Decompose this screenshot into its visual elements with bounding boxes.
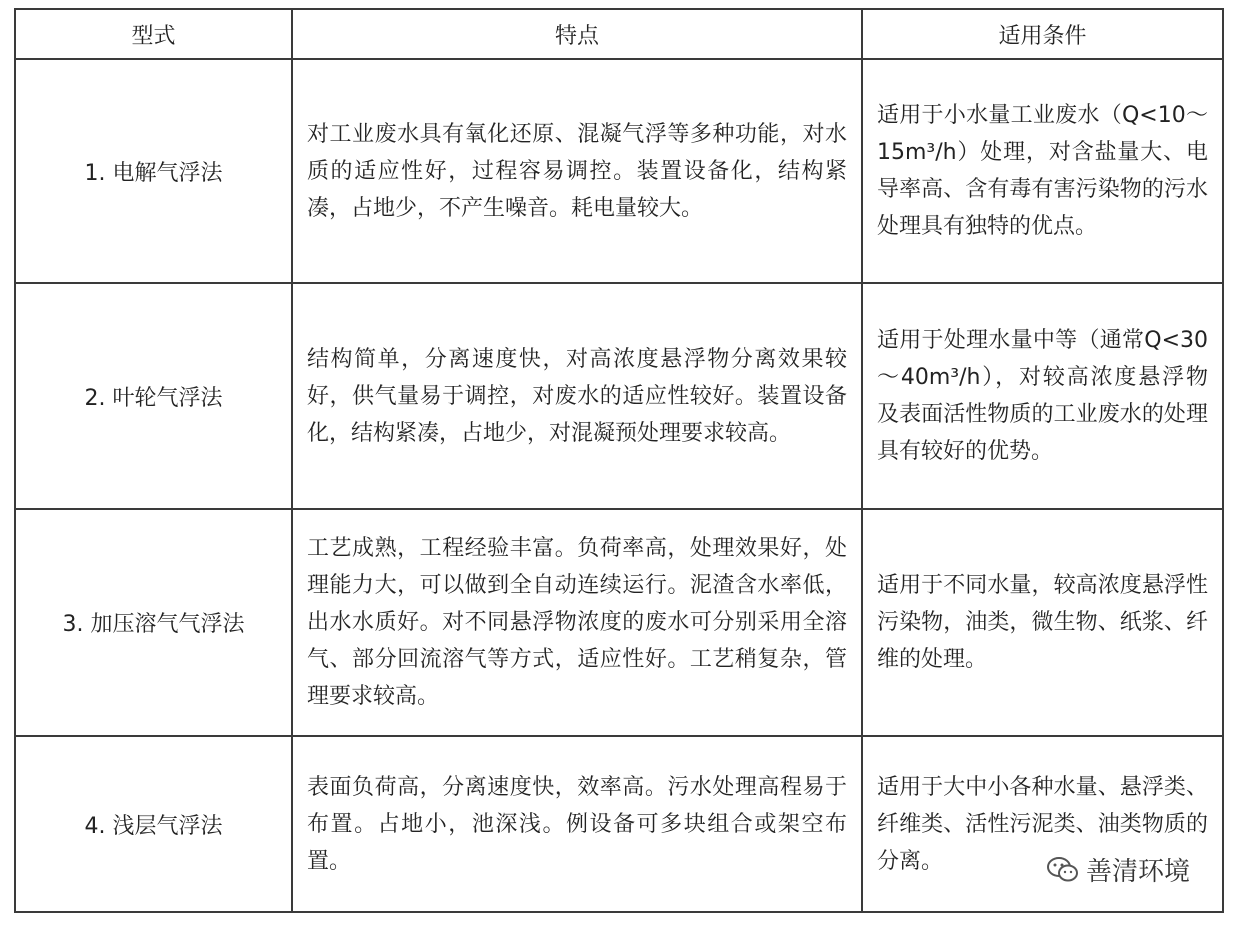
row-feature: 表面负荷高，分离速度快，效率高。污水处理高程易于布置。占地小，池深浅。例设备可多块组合或架空布置。 [292,736,862,912]
header-feature: 特点 [292,9,862,59]
table-row [15,509,1223,736]
row-condition: 适用于不同水量，较高浓度悬浮性污染物，油类，微生物、纸浆、纤维的处理。 [862,509,1223,736]
row-condition: 适用于处理水量中等（通常Q<30～40m³/h），对较高浓度悬浮物及表面活性物质的工业废水的处理具有较好的优势。 [862,283,1223,509]
row-feature: 对工业废水具有氧化还原、混凝气浮等多种功能，对水质的适应性好，过程容易调控。装置设备化，结构紧凑，占地少，不产生噪音。耗电量较大。 [292,59,862,283]
row-condition: 适用于大中小各种水量、悬浮类、纤维类、活性污泥类、油类物质的分离。 [862,736,1223,912]
row-type: 1. 电解气浮法 [15,59,292,283]
row-feature: 工艺成熟，工程经验丰富。负荷率高，处理效果好，处理能力大，可以做到全自动连续运行。泥渣含水率低，出水水质好。对不同悬浮物浓度的废水可分别采用全溶气、部分回流溶气等方式，适应性好。工艺稍复杂，管理要求较高。 [292,509,862,736]
header-condition: 适用条件 [862,9,1223,59]
comparison-table [14,8,1224,913]
watermark [1042,851,1194,888]
watermark-text: 善清环境 [1085,857,1190,887]
table-row [15,283,1223,509]
table-row [15,59,1223,283]
row-type: 4. 浅层气浮法 [15,736,292,912]
row-condition: 适用于小水量工业废水（Q<10～15m³/h）处理，对含盐量大、电导率高、含有毒有害污染物的污水处理具有独特的优点。 [862,59,1223,283]
wechat-icon [1046,855,1080,885]
row-type: 3. 加压溶气气浮法 [15,509,292,736]
row-type: 2. 叶轮气浮法 [15,283,292,509]
header-row [15,9,1223,59]
header-type: 型式 [15,9,292,59]
row-feature: 结构简单，分离速度快，对高浓度悬浮物分离效果较好，供气量易于调控，对废水的适应性较好。装置设备化，结构紧凑，占地少，对混凝预处理要求较高。 [292,283,862,509]
